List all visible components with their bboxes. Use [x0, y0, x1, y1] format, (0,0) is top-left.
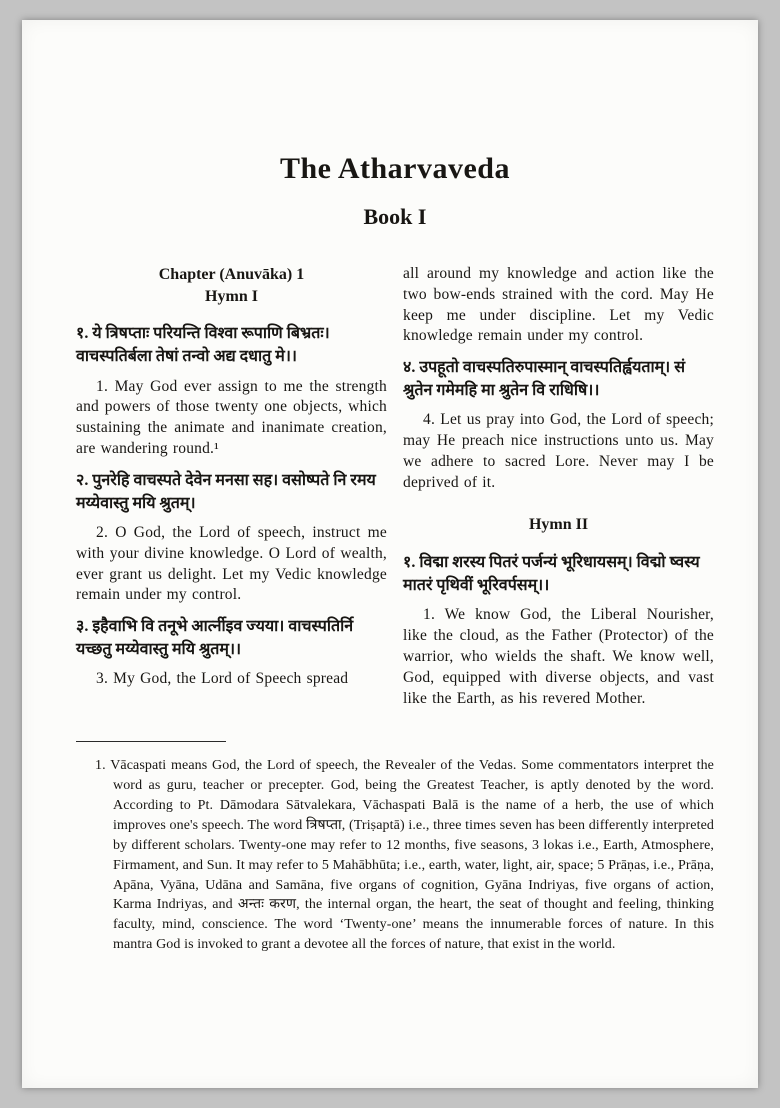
translation-hymn2-verse-1: 1. We know God, the Liberal Nourisher, like the cloud, as the Father (Protector) of the warrior, who wields the shaft. We know well, God, equipped with diverse objects, and vast like the Earth, as his revered Mother. [403, 606, 714, 707]
translation-verse-1: 1. May God ever assign to me the strength and powers of those twenty one objects, which sustaining the animate and inanimate creation, are wandering round.¹ [76, 377, 387, 457]
footnote-text: Vācaspati means God, the Lord of speech, the Revealer of the Vedas. Some commentators interpret the word as guru, teacher or precepter. God, being the Greatest Teacher, is aptly denoted by the word. According to Pt. Dāmodara Sātvalekara, Vāchaspati Balā is the name of a herb, the use of which improves one's speech. The word त्रिषप्ता, (Triṣaptā) i.e., three times seven has been differently interpreted by different scholars. Twenty-one may refer to 12 months, five seasons, 3 lokas i.e., Earth, Atmosphere, Firmament, and Sun. It may refer to 5 Mahābhūta; i.e., earth, water, light, air, space; 5 Prāṇas, i.e., Prāṇa, Apāna, Vyāna, Udāna and Samāna, five organs of cognition, Gyāna Indriyas, five organs of action, Karma Indriyas, and अन्तः करण, the internal organ, the heart, the seat of thought and feeling, thinking faculty, mind, conscience. The word ‘Twenty-one’ means the innumerable forces of nature. In this mantra God is invoked to grant a devotee all the forces of nature, that exist in the world. [110, 758, 714, 953]
right-column [403, 264, 714, 717]
hymn-1-heading: Hymn I [205, 287, 258, 305]
translation-verse-3-continued: all around my knowledge and action like the two bow-ends strained with the cord. May He keep me under discipline. Let my Vedic knowledge remain under my control. [403, 265, 714, 345]
sanskrit-hymn2-verse-1: १. विद्मा शरस्य पितरं पर्जन्यं भूरिधायसम्। विद्मो ष्वस्य मातरं पृथिवीं भूरिवर्पसम्।। [403, 554, 700, 595]
sanskrit-verse-3: ३. इहैवाभि वि तनूभे आर्त्नीइव ज्यया। वाचस्पतिर्नि यच्छतु मय्येवास्तु मयि श्रुतम्।। [76, 618, 354, 659]
footnote [76, 756, 714, 955]
hymn-2-heading: Hymn II [528, 515, 589, 533]
book-title: The Atharvaveda [279, 152, 510, 185]
translation-verse-3-start: 3. My God, the Lord of Speech spread [96, 670, 349, 688]
book-number: Book I [363, 204, 427, 229]
chapter-heading: Chapter (Anuvāka) 1 [158, 266, 305, 283]
sanskrit-verse-1: १. ये त्रिषप्ताः परियन्ति विश्वा रूपाणि बिभ्रतः। वाचस्पतिर्बला तेषां तन्वो अद्य दधातु मे।। [76, 325, 330, 366]
left-column [76, 264, 387, 717]
footnote-separator [76, 741, 226, 742]
translation-verse-4: 4. Let us pray into God, the Lord of speech; may He preach nice instructions unto us. May we adhere to sacred Lore. Never may I be deprived of it. [403, 411, 714, 491]
sanskrit-verse-4: ४. उपहूतो वाचस्पतिरुपास्मान् वाचस्पतिर्ह्वयताम्। सं श्रुतेन गमेमहि मा श्रुतेन वि राधिषि।। [403, 359, 686, 400]
text-columns [76, 264, 714, 717]
sanskrit-verse-2: २. पुनरेहि वाचस्पते देवेन मनसा सह। वसोष्पते नि रमय मय्येवास्तु मयि श्रुतम्। [76, 471, 376, 512]
translation-verse-2: 2. O God, the Lord of speech, instruct me with your divine knowledge. O Lord of wealth, ever grant us delight. Let my Vedic knowledge remain under my control. [76, 524, 387, 604]
book-page [22, 20, 758, 1088]
footnote-marker: 1. [95, 758, 106, 774]
